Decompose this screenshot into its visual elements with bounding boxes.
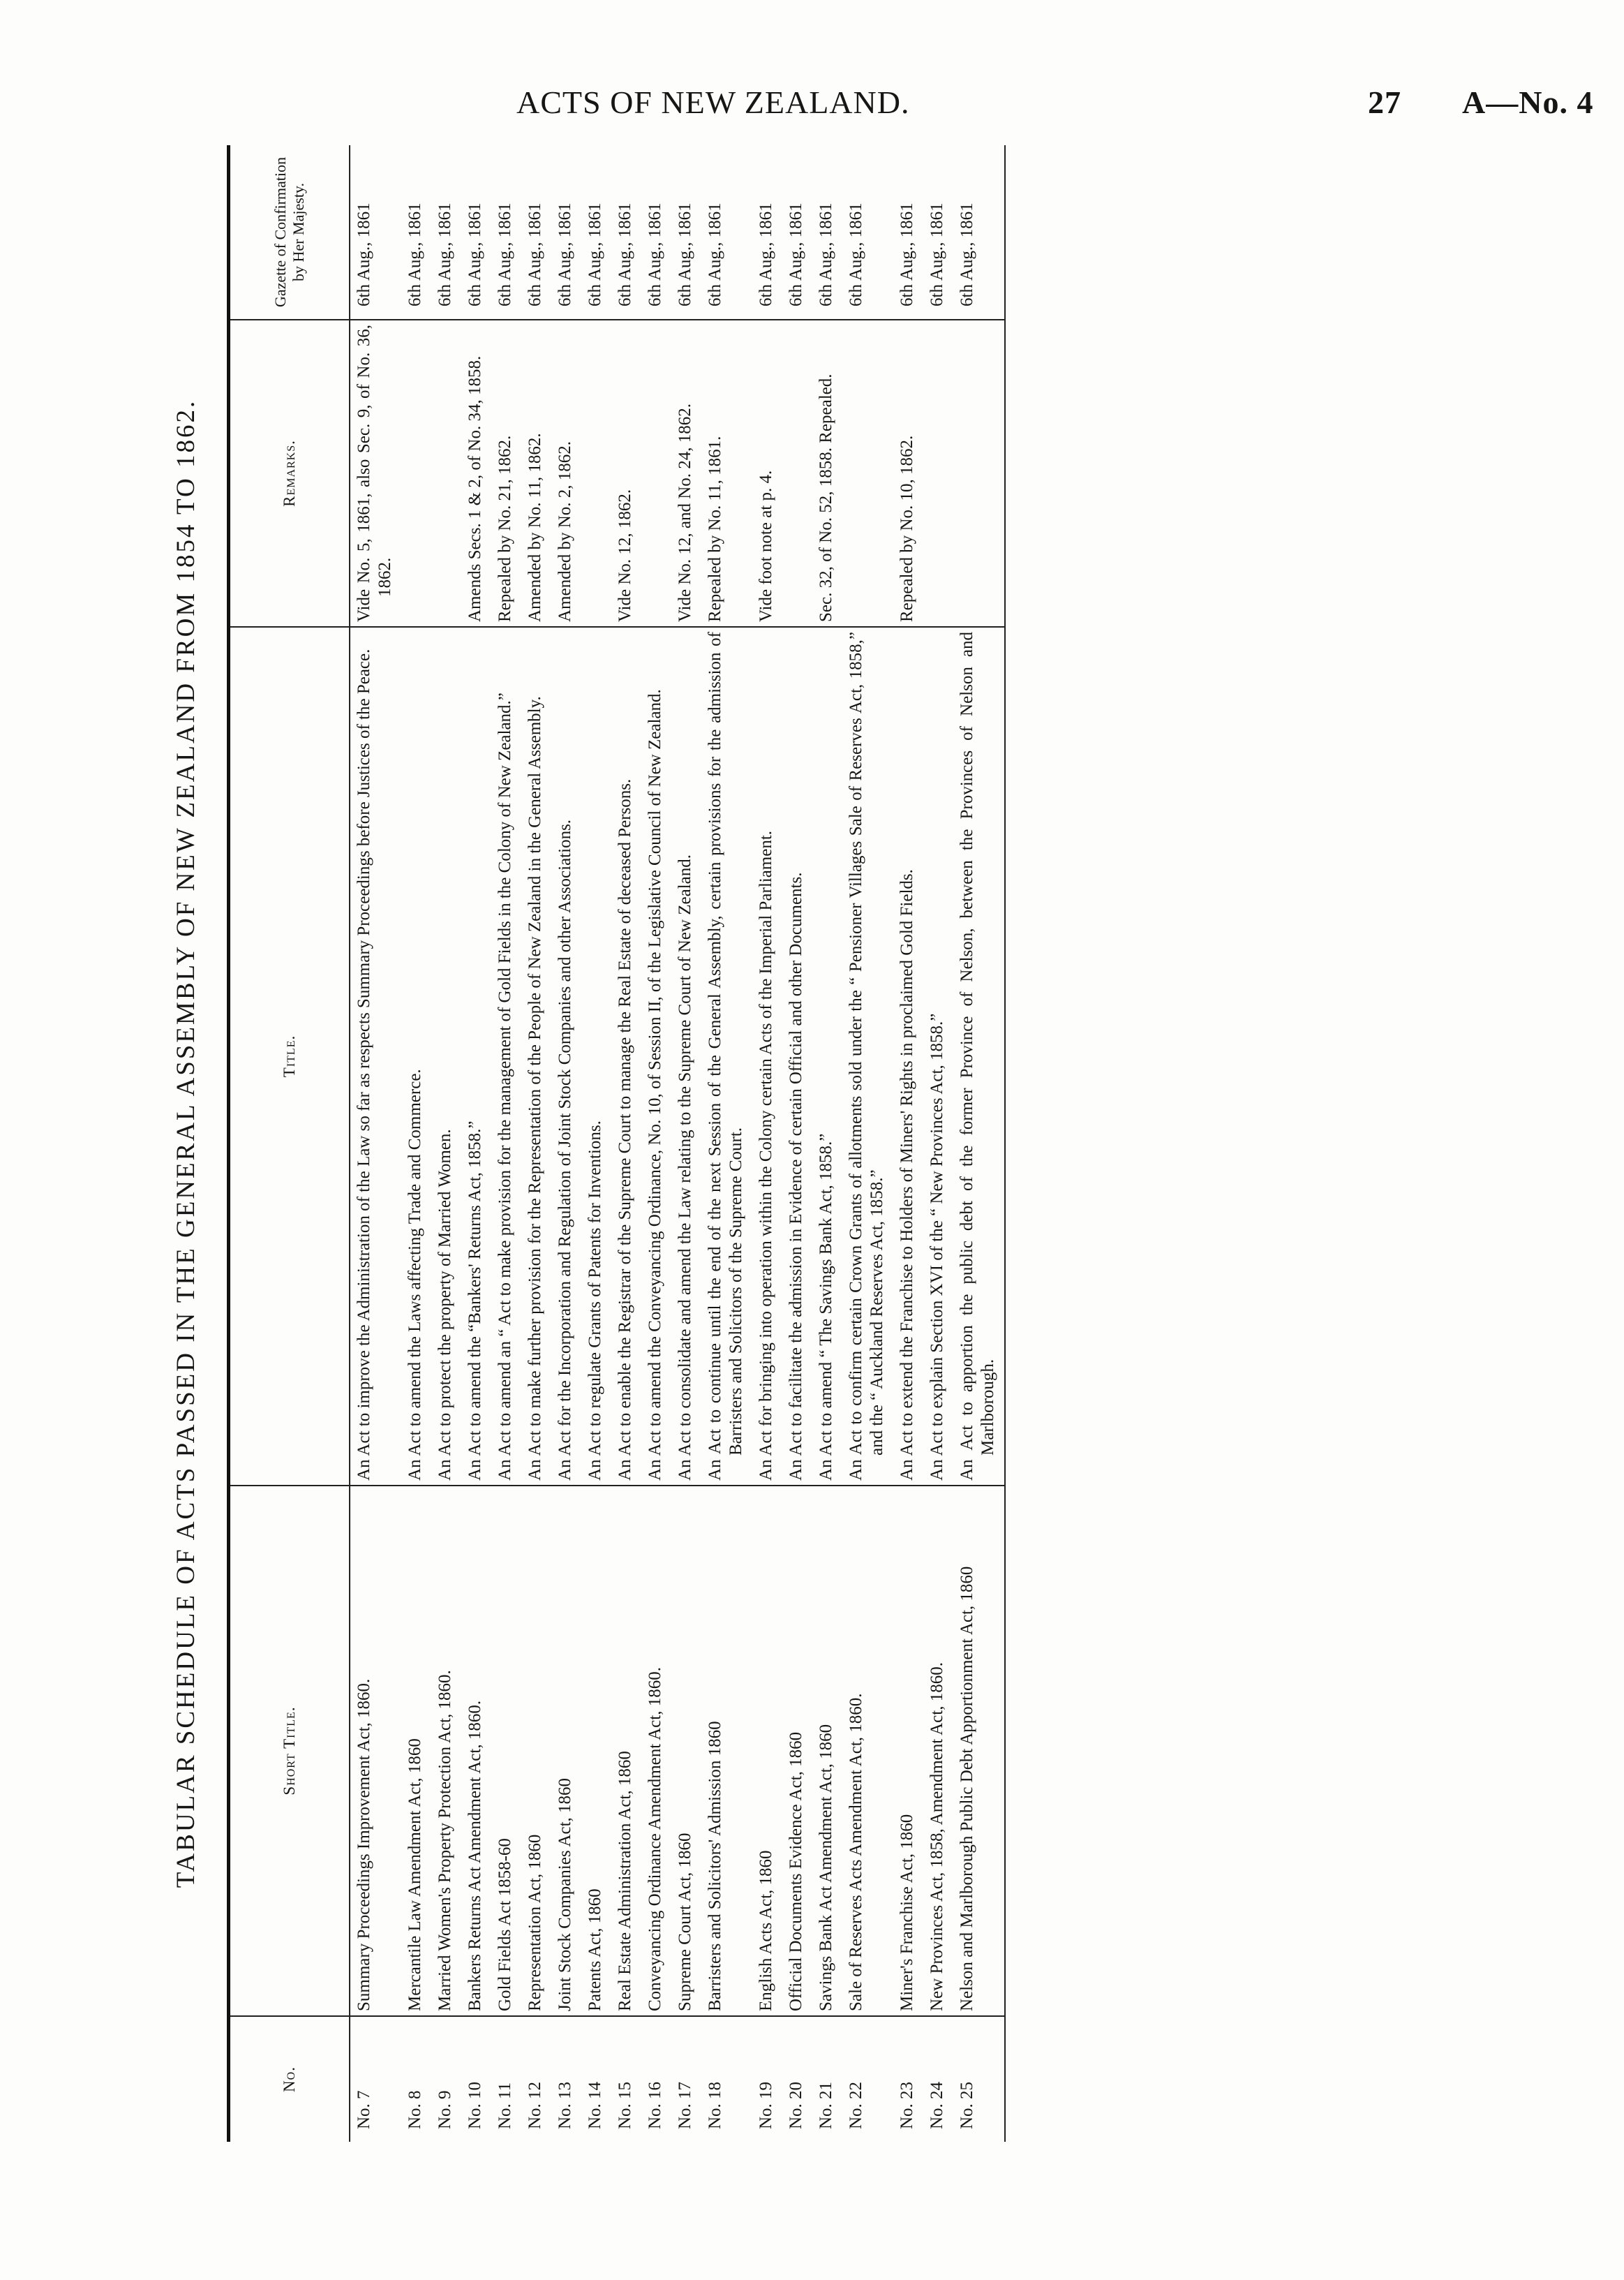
row-number: No. 14 <box>586 2081 604 2129</box>
act-title: An Act to amend “ The Savings Bank Act, 1858.” <box>817 1133 835 1481</box>
row-number: No. 12 <box>526 2081 544 2129</box>
gazette-date: 6th Aug., 1861 <box>701 145 752 320</box>
table-row <box>350 145 401 2142</box>
row-number: No. 19 <box>757 2081 775 2129</box>
row-number: No. 17 <box>676 2081 694 2129</box>
row-number: No. 7 <box>355 2090 373 2129</box>
header-remarks: Remarks. <box>229 320 350 627</box>
row-number: No. 15 <box>616 2081 634 2129</box>
act-title: An Act to regulate Grants of Patents for Inventions. <box>586 1120 604 1481</box>
short-title: Bankers Returns Act Amendment Act, 1860. <box>465 1700 484 2011</box>
table-row <box>923 145 953 2142</box>
row-number: No. 21 <box>817 2081 835 2129</box>
act-title: An Act to improve the Administration of the Law so far as respects Summary Proceedings before Justices of the Peace. <box>355 649 373 1481</box>
act-title: An Act to enable the Registrar of the Supreme Court to manage the Real Estate of deceased Persons. <box>616 778 634 1481</box>
remarks: Repealed by No. 10, 1862. <box>897 435 916 622</box>
remarks: Sec. 32, of No. 52, 1858. Repealed. <box>817 373 835 622</box>
short-title: Savings Bank Act Amendment Act, 1860 <box>817 1724 835 2011</box>
table-row <box>401 145 431 2142</box>
act-title: An Act to facilitate the admission in Evidence of certain Official and other Documents. <box>787 872 805 1481</box>
gazette-date: 6th Aug., 1861 <box>611 145 641 320</box>
remarks: Vide No. 5, 1861, also Sec. 9, of No. 36, 1862. <box>355 325 394 622</box>
table-header-row <box>229 145 350 2142</box>
gazette-date: 6th Aug., 1861 <box>521 145 551 320</box>
remarks: Vide No. 12, and No. 24, 1862. <box>676 403 694 622</box>
short-title: Patents Act, 1860 <box>586 1888 604 2011</box>
short-title: Married Women's Property Protection Act, 1860. <box>435 1670 454 2011</box>
remarks: Amended by No. 11, 1862. <box>526 433 544 622</box>
act-title: An Act to protect the property of Married Women. <box>435 1129 454 1481</box>
row-number: No. 11 <box>496 2082 514 2129</box>
header-gazette: Gazette of Confirmation by Her Majesty. <box>229 145 350 320</box>
act-title: An Act to explain Section XVI of the “ New Provinces Act, 1858.” <box>928 1013 946 1481</box>
act-title: An Act to amend the “Bankers' Returns Act, 1858.” <box>465 1120 484 1481</box>
act-title: An Act to amend the Laws affecting Trade and Commerce. <box>405 1069 424 1481</box>
short-title: Miner's Franchise Act, 1860 <box>897 1814 916 2011</box>
gazette-date: 6th Aug., 1861 <box>923 145 953 320</box>
table-row <box>551 145 581 2142</box>
gazette-date: 6th Aug., 1861 <box>752 145 782 320</box>
gazette-date: 6th Aug., 1861 <box>551 145 581 320</box>
gazette-date: 6th Aug., 1861 <box>431 145 461 320</box>
row-number: No. 25 <box>953 2016 1005 2142</box>
gazette-date: 6th Aug., 1861 <box>581 145 611 320</box>
act-title: An Act to extend the Franchise to Holders of Miners' Rights in proclaimed Gold Fields. <box>897 869 916 1481</box>
table-row <box>461 145 491 2142</box>
row-number: No. 9 <box>435 2090 454 2129</box>
gazette-date: 6th Aug., 1861 <box>671 145 701 320</box>
table-row <box>581 145 611 2142</box>
table-row <box>782 145 812 2142</box>
short-title: Gold Fields Act 1858-60 <box>496 1838 514 2011</box>
row-number: No. 20 <box>787 2081 805 2129</box>
act-title: An Act to continue until the end of the next Session of the General Assembly, certain provisions for the admission of Barristers and Solicitors of the Supreme Court. <box>706 632 745 1481</box>
remarks: Repealed by No. 21, 1862. <box>496 435 514 622</box>
table-row <box>611 145 641 2142</box>
gazette-date: 6th Aug., 1861 <box>461 145 491 320</box>
table-row <box>521 145 551 2142</box>
remarks: Amends Secs. 1 & 2, of No. 34, 1858. <box>465 355 484 622</box>
act-title: An Act to apportion the public debt of the former Province of Nelson, between the Provinces of Nelson and Marlborough. <box>958 632 997 1481</box>
table-row <box>752 145 782 2142</box>
header-title: Title. <box>229 627 350 1486</box>
remarks: Vide foot note at p. 4. <box>757 470 775 622</box>
row-number: No. 22 <box>847 2081 865 2129</box>
gazette-date: 6th Aug., 1861 <box>641 145 671 320</box>
table-row <box>893 145 923 2142</box>
short-title: Summary Proceedings Improvement Act, 1860. <box>355 1678 373 2011</box>
short-title: Sale of Reserves Acts Amendment Act, 1860. <box>847 1693 865 2011</box>
gazette-date: 6th Aug., 1861 <box>842 145 893 320</box>
row-number: No. 24 <box>928 2081 946 2129</box>
acts-schedule-table <box>227 145 1006 2142</box>
document-reference: A—No. 4 <box>1462 84 1594 120</box>
remarks: Repealed by No. 11, 1861. <box>706 436 724 622</box>
act-title: An Act to amend the Conveyancing Ordinance, No. 10, of Session II, of the Legislative Council of New Zealand. <box>646 689 664 1481</box>
short-title: Mercantile Law Amendment Act, 1860 <box>405 1738 424 2011</box>
act-title: An Act for the Incorporation and Regulation of Joint Stock Companies and other Associations. <box>556 819 574 1481</box>
gazette-date: 6th Aug., 1861 <box>491 145 521 320</box>
rotated-schedule <box>171 145 1413 2142</box>
act-title: An Act for bringing into operation within the Colony certain Acts of the Imperial Parliament. <box>757 830 775 1481</box>
act-title: An Act to amend an “ Act to make provision for the management of Gold Fields in the Colony of New Zealand.” <box>496 693 514 1481</box>
remarks: Vide No. 12, 1862. <box>616 489 634 622</box>
row-number: No. 8 <box>405 2090 424 2129</box>
row-number: No. 13 <box>556 2081 574 2129</box>
gazette-date: 6th Aug., 1861 <box>782 145 812 320</box>
table-row <box>671 145 701 2142</box>
page-number: 27 <box>1368 84 1401 120</box>
table-row <box>431 145 461 2142</box>
header-short-title: Short Title. <box>229 1486 350 2016</box>
short-title: Barristers and Solicitors' Admission 1860 <box>706 1721 724 2011</box>
row-number: No. 18 <box>706 2081 724 2129</box>
short-title: English Acts Act, 1860 <box>757 1850 775 2011</box>
act-title: An Act to make further provision for the Representation of the People of New Zealand in the General Assembly. <box>526 696 544 1481</box>
header-no: No. <box>229 2016 350 2142</box>
gazette-date: 6th Aug., 1861 <box>350 145 401 320</box>
row-number: No. 23 <box>897 2081 916 2129</box>
gazette-date: 6th Aug., 1861 <box>953 145 1005 320</box>
remarks: Amended by No. 2, 1862. <box>556 441 574 622</box>
table-row <box>641 145 671 2142</box>
short-title: Real Estate Administration Act, 1860 <box>616 1751 634 2011</box>
table-row <box>953 145 1005 2142</box>
gazette-date: 6th Aug., 1861 <box>401 145 431 320</box>
act-title: An Act to confirm certain Crown Grants of allotments sold under the “ Pensioner Villages Sale of Reserves Act, 1858,” and the “ Auckland Reserves Act, 1858.” <box>847 632 886 1481</box>
short-title: New Provinces Act, 1858, Amendment Act, 1860. <box>928 1662 946 2011</box>
short-title: Supreme Court Act, 1860 <box>676 1833 694 2011</box>
running-title: ACTS OF NEW ZEALAND. <box>516 84 910 120</box>
table-caption: TABULAR SCHEDULE OF ACTS PASSED IN THE GENERAL ASSEMBLY OF NEW ZEALAND FROM 1854 TO 1862. <box>172 399 200 1888</box>
row-number: No. 16 <box>646 2081 664 2129</box>
short-title: Nelson and Marlborough Public Debt Apportionment Act, 1860 <box>958 1566 976 2011</box>
short-title: Conveyancing Ordinance Amendment Act, 1860. <box>646 1667 664 2011</box>
act-title: An Act to consolidate and amend the Law relating to the Supreme Court of New Zealand. <box>676 854 694 1481</box>
short-title: Joint Stock Companies Act, 1860 <box>556 1777 574 2011</box>
table-body <box>350 145 1005 2142</box>
gazette-date: 6th Aug., 1861 <box>893 145 923 320</box>
table-row <box>701 145 752 2142</box>
table-row <box>812 145 842 2142</box>
gazette-date: 6th Aug., 1861 <box>812 145 842 320</box>
short-title: Official Documents Evidence Act, 1860 <box>787 1731 805 2011</box>
table-row <box>491 145 521 2142</box>
table-row <box>842 145 893 2142</box>
short-title: Representation Act, 1860 <box>526 1834 544 2011</box>
row-number: No. 10 <box>465 2081 484 2129</box>
